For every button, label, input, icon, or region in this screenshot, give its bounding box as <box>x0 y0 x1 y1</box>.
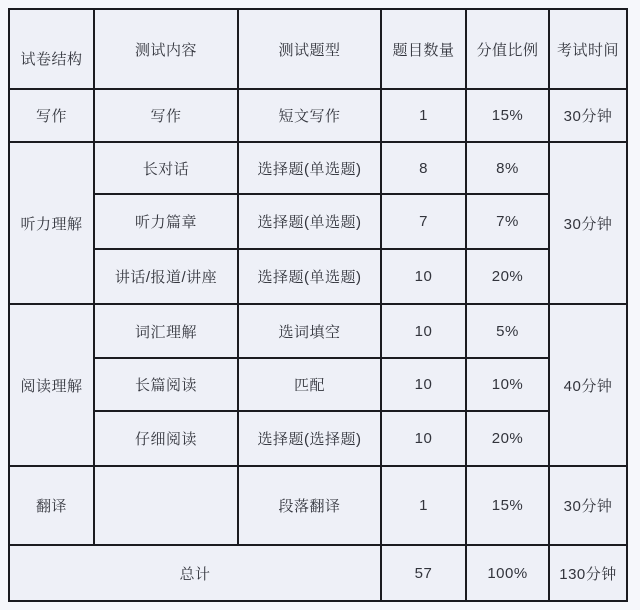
total-ratio: 100% <box>466 545 549 601</box>
translation-type: 段落翻译 <box>238 466 381 545</box>
row-listening-3 <box>9 249 627 304</box>
listening-2-count: 7 <box>381 194 466 249</box>
total-time: 130分钟 <box>549 545 627 601</box>
listening-1-content: 长对话 <box>94 142 238 194</box>
reading-section: 阅读理解 <box>9 304 94 466</box>
reading-3-type: 选择题(选择题) <box>238 411 381 466</box>
translation-content <box>94 466 238 545</box>
reading-1-count: 10 <box>381 304 466 358</box>
row-reading-3 <box>9 411 627 466</box>
translation-time: 30分钟 <box>549 466 627 545</box>
header-time: 考试时间 <box>549 9 627 89</box>
reading-1-content: 词汇理解 <box>94 304 238 358</box>
translation-ratio: 15% <box>466 466 549 545</box>
total-count: 57 <box>381 545 466 601</box>
listening-3-content: 讲话/报道/讲座 <box>94 249 238 304</box>
writing-section: 写作 <box>9 89 94 142</box>
header-structure <box>9 9 94 89</box>
reading-2-ratio: 10% <box>466 358 549 411</box>
reading-2-count: 10 <box>381 358 466 411</box>
row-translation <box>9 466 627 545</box>
row-listening-2 <box>9 194 627 249</box>
reading-3-count: 10 <box>381 411 466 466</box>
listening-3-count: 10 <box>381 249 466 304</box>
writing-time: 30分钟 <box>549 89 627 142</box>
reading-time: 40分钟 <box>549 304 627 466</box>
total-label: 总计 <box>9 545 381 601</box>
listening-3-type: 选择题(单选题) <box>238 249 381 304</box>
reading-2-content: 长篇阅读 <box>94 358 238 411</box>
reading-2-type: 匹配 <box>238 358 381 411</box>
listening-2-content: 听力篇章 <box>94 194 238 249</box>
row-listening-1 <box>9 142 627 194</box>
writing-content: 写作 <box>94 89 238 142</box>
header-count: 题目数量 <box>381 9 466 89</box>
reading-3-ratio: 20% <box>466 411 549 466</box>
reading-3-content: 仔细阅读 <box>94 411 238 466</box>
header-ratio: 分值比例 <box>466 9 549 89</box>
listening-3-ratio: 20% <box>466 249 549 304</box>
listening-1-type: 选择题(单选题) <box>238 142 381 194</box>
header-structure-label: 试卷结构 <box>20 50 83 68</box>
row-total <box>9 545 627 601</box>
writing-type: 短文写作 <box>238 89 381 142</box>
exam-structure-table <box>8 8 628 602</box>
reading-1-type: 选词填空 <box>238 304 381 358</box>
listening-section: 听力理解 <box>9 142 94 304</box>
writing-ratio: 15% <box>466 89 549 142</box>
writing-count: 1 <box>381 89 466 142</box>
reading-1-ratio: 5% <box>466 304 549 358</box>
listening-1-ratio: 8% <box>466 142 549 194</box>
listening-2-ratio: 7% <box>466 194 549 249</box>
header-content: 测试内容 <box>94 9 238 89</box>
row-reading-1 <box>9 304 627 358</box>
translation-count: 1 <box>381 466 466 545</box>
row-reading-2 <box>9 358 627 411</box>
row-writing <box>9 89 627 142</box>
header-row <box>9 9 627 89</box>
listening-1-count: 8 <box>381 142 466 194</box>
listening-time: 30分钟 <box>549 142 627 304</box>
header-type: 测试题型 <box>238 9 381 89</box>
translation-section: 翻译 <box>9 466 94 545</box>
listening-2-type: 选择题(单选题) <box>238 194 381 249</box>
